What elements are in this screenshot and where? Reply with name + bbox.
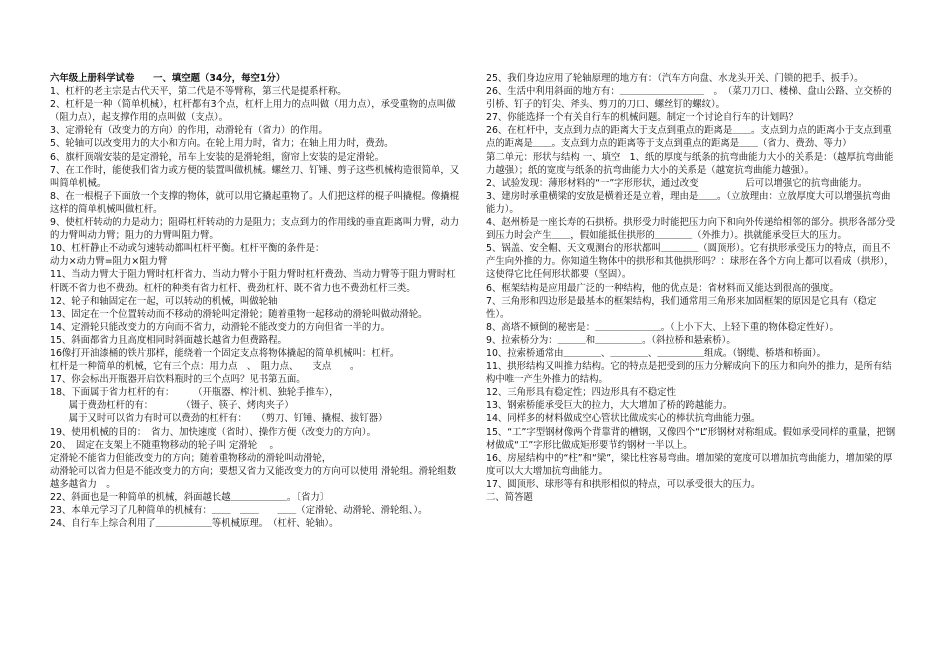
right-item: 2、试验发现：薄形材料的“一”字形形状，通过改变 后可以增强它的抗弯曲能力。	[486, 177, 868, 189]
left-item: 13、固定在一个位置转动而不移动的滑轮叫定滑轮；随着重物一起移动的滑轮叫做动滑轮。	[50, 308, 428, 320]
right-item: 9、拉索桥分为：＿＿＿和＿＿＿＿＿。（斜拉桥和悬索桥）。	[486, 334, 736, 346]
left-item: 8、在一根棍子下面放一个支撑的物体，就可以用它撬起重物了。人们把这样的棍子叫撬棍。像撬棍这样的简单机械叫做杠杆。	[50, 190, 460, 215]
left-item: 6、旗杆顶端安装的是定滑轮，吊车上安装的是滑轮组，窗帘上安装的是定滑轮。	[50, 151, 385, 163]
right-item: 5、锅盖、安全帽、天文观测台的形状都叫＿＿＿＿（圆顶形）。它有拱形承受压力的特点，而且不产生向外推的力。你知道生物体中的拱形和其他拱形吗？：球形在各个方向上都可以看成（拱形），这使得它比任何形状都要（坚固）。	[486, 243, 894, 281]
right-item: 10、拉索桥通常由＿＿＿＿、＿＿＿＿、＿＿＿＿＿组成。（钢缆、桥塔和桥面）。	[486, 347, 827, 359]
right-item: 14、同样多的材料做成空心管状比做成实心的棒状抗弯曲能力强。	[486, 413, 761, 425]
left-item: 24、自行车上综合利用了＿＿＿＿＿＿等机械原理。 （杠杆、轮轴）。	[50, 518, 339, 530]
left-item: 动滑轮可以省力但是不能改变力的方向；要想又省力又能改变力的方向可以使用 滑轮组。滑轮组数越多越省力 。	[50, 465, 457, 490]
left-item: 属于费劲杠杆的有： （镊子、筷子、烤肉夹子）	[50, 400, 294, 412]
left-item: 23、本单元学习了几种简单的机械有：＿＿ ＿＿ ＿＿（定滑轮、动滑轮、滑轮组、）。	[50, 505, 428, 517]
left-item: 5、轮轴可以改变用力的大小和方向。在轮上用力时，省力；在轴上用力时，费劲。	[50, 138, 394, 150]
left-item: 15、斜面都省力且高度相同时斜面越长越省力但费路程。	[50, 334, 287, 346]
left-item: 14、定滑轮只能改变力的方向而不省力，动滑轮不能改变力的方向但省一半的力。	[50, 321, 391, 333]
left-item: 11、当动力臂大于阻力臂时杠杆省力、当动力臂小于阻力臂时杠杆费劲、当动力臂等于阻力臂时杠杆既不省力也不费劲。杠杆的种类有省力杠杆、费劲杠杆、既不省力也不费劲杠杆三类。	[50, 269, 456, 294]
left-item: 20、 固定在支架上不随重物移动的轮子叫 定滑轮 。	[50, 439, 279, 451]
exam-title: 六年级上册科学试卷 一、填空题（34分，每空1分）	[50, 73, 286, 84]
left-item: 定滑轮不能省力但能改变力的方向；随着重物移动的滑轮叫动滑轮，	[50, 452, 332, 464]
right-item: 27、你能选择一个有关自行车的机械问题。制定一个讨论自行车的计划吗？	[486, 112, 798, 124]
left-item: 3、定滑轮有（改变力的方向）的作用，动滑轮有（省力）的作用。	[50, 125, 328, 137]
right-item: 3、建房时承重横梁的安放是横着还是立着，理由是＿＿。（立放理由：立放厚度大可以增强抗弯曲能力）。	[486, 190, 891, 215]
left-item: 7、在工作时，能使我们省力或方便的装置叫做机械。螺丝刀、钉锤、剪子这些机械构造很简单，又叫简单机械。	[50, 164, 460, 189]
left-item: 2、杠杆是一种（简单机械），杠杆都有3个点，杠杆上用力的点叫做（用力点），承受重物的点叫做（阻力点），起支撑作用的点叫做（支点）。	[50, 99, 456, 124]
right-column	[486, 72, 896, 504]
right-item: 6、框架结构是应用最广泛的一种结构，他的优点是：省材料而又能达到很高的强度。	[486, 282, 839, 294]
right-item: 25、我们身边应用了轮轴原理的地方有：（汽车方向盘、水龙头开关、门锁的把手、扳手）。	[486, 73, 864, 84]
left-item: 10、杠杆静止不动或匀速转动都叫杠杆平衡。杠杆平衡的条件是：	[50, 243, 325, 255]
right-item: 11、拱形结构又叫推力结构。它的特点是把受到的压力分解成向下的压力和向外的推力，是所有结构中唯一产生外推力的结构。	[486, 361, 892, 386]
right-item: 7、三角形和四边形是最基本的框架结构，我们通常用三角形来加固框架的原因是它具有（稳定性）。	[486, 295, 877, 320]
left-item: 16像打开油漆桶的铁片那样，能绕着一个固定支点将物体撬起的简单机械叫：杠杆。	[50, 347, 400, 359]
left-item: 杠杆是一种简单的机械，它有三个点：用力点 、 阻力点、 支点 。	[50, 361, 360, 373]
right-item: 16、房屋结构中的“柱”和“梁”，梁比柱容易弯曲。增加梁的宽度可以增加抗弯曲能力，增加梁的厚度可以大大增加抗弯曲能力。	[486, 452, 893, 477]
left-item: 17、你会标出开瓶器开启饮料瓶时的三个点吗？见书第五面。	[50, 374, 306, 386]
right-item: 第二单元：形状与结构 一、填空 1、纸的厚度与纸条的抗弯曲能力大小的关系是：（越厚抗弯曲能力越强）；纸的宽度与纸条的抗弯曲能力大小的关系是（越宽抗弯曲能力越强）。	[486, 151, 894, 176]
right-item: 15、“工”字型钢材像两个背靠背的槽钢，又像四个“L”形钢材对称组成。假如承受同样的重量，把钢材做成“工”字形比做成矩形要节约钢材一半以上。	[486, 426, 896, 451]
left-item: 9、使杠杆转动的力是动力；阻碍杠杆转动的力是阻力；支点到力的作用线的垂直距离叫力臂，动力的力臂叫动力臂；阻力的力臂叫阻力臂。	[50, 217, 460, 242]
left-item: 12、轮子和轴固定在一起，可以转动的机械，叫做轮轴	[50, 295, 278, 307]
left-item: 1、杠杆的老主宗是古代天平，第二代是不等臂称，第三代是提系杆称。	[50, 86, 347, 98]
left-item: 动力×动力臂=阻力×阻力臂	[50, 256, 168, 268]
left-column	[50, 72, 462, 530]
left-item: 22、斜面也是一种简单的机械，斜面越长越＿＿＿＿＿＿。〔省力〕	[50, 492, 330, 503]
right-item: 17、圆顶形、球形等有和拱形相似的特点，可以承受很大的压力。	[486, 478, 761, 490]
left-item: 属于又时可以省力有时可以费劲的杠杆有： （剪刀、钉锤、撬棍、拔钉器）	[50, 413, 388, 425]
right-item: 二、简答题	[486, 492, 533, 503]
right-item: 26、在杠杆中，支点到力点的距离大于支点到重点的距离是＿＿。支点到力点的距离小于支点到重点的距离是＿＿。支点到力点的距离等于支点到重点的距离是＿＿（省力、费劲、等力）	[486, 125, 892, 150]
right-item: 13、钢索桥能承受巨大的拉力，大大增加了桥的跨越能力。	[486, 400, 733, 412]
left-item: 19、使用机械的目的： 省力、加快速度（省时）、操作方便（改变力的方向）。	[50, 426, 376, 438]
right-item: 8、高塔不倾倒的秘密是：＿＿＿＿＿＿＿。（上小下大、上轻下重的物体稳定性好）。	[486, 321, 839, 333]
right-item: 26、生活中利用斜面的地方有：＿＿＿＿＿＿＿＿＿ 。 （菜刀刀口、楼梯、盘山公路、立交桥的引桥、钉子的钉尖、斧头、剪刀的刀口、螺丝钉的螺纹）。	[486, 86, 892, 111]
right-item: 4、赵州桥是一座长寿的石拱桥。拱形受力时能把压力向下和向外传递给相邻的部分。拱形各部分受到压力时会产生＿＿，假如能抵住拱形的＿＿＿＿（外推力）。拱就能承受巨大的压力。	[486, 217, 896, 242]
right-item: 12、三角形具有稳定性；四边形具有不稳定性	[486, 387, 677, 399]
left-item: 18、下面属于省力杠杆的有： （开瓶器、榨汁机、独轮手推车），	[50, 387, 339, 399]
